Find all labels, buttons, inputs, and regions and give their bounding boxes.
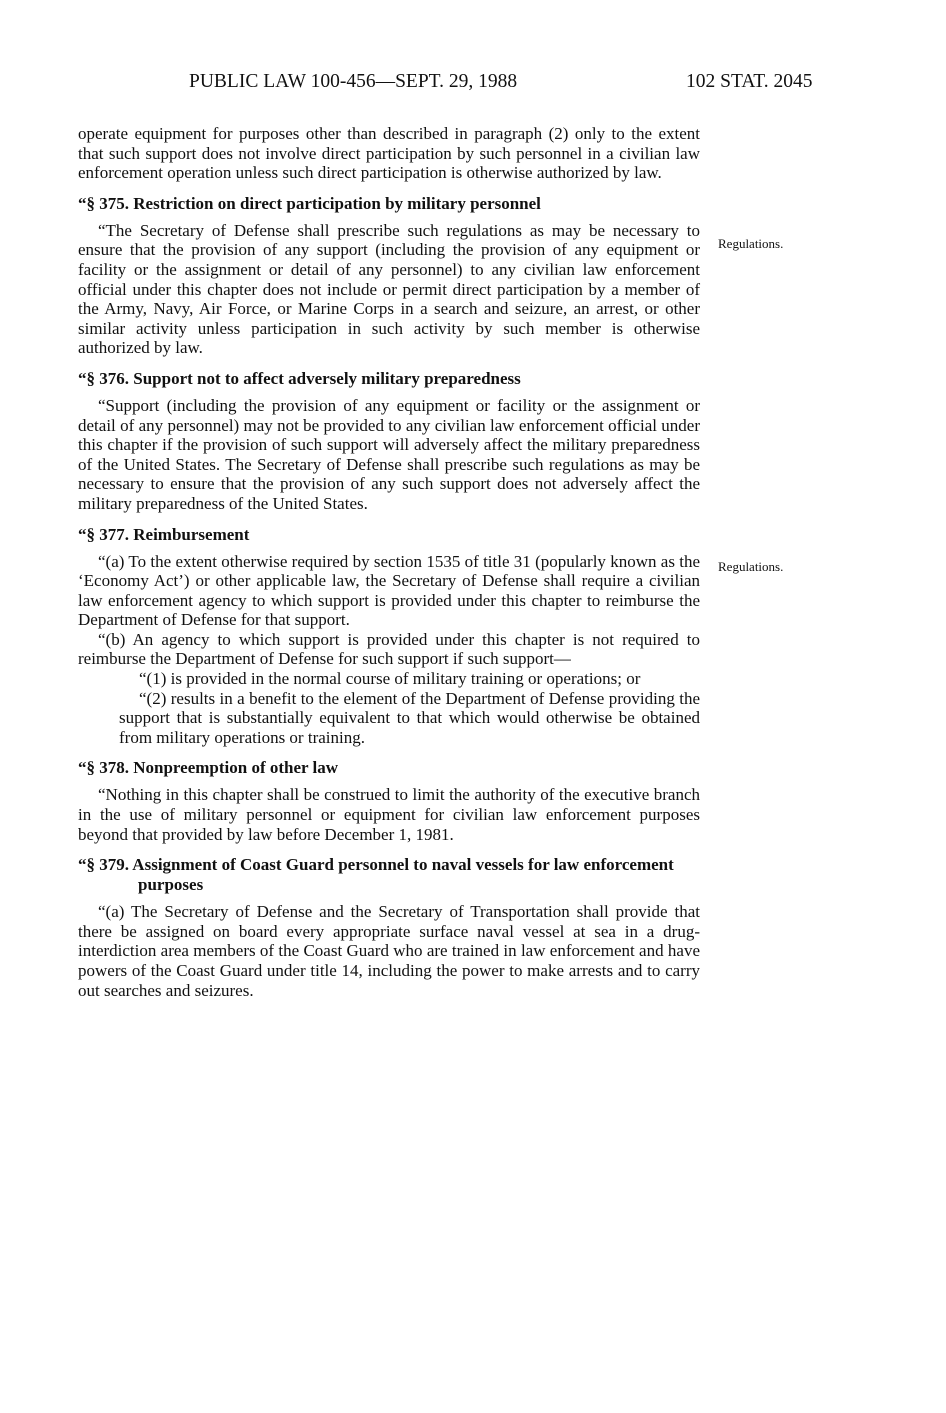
- section-376-heading: “§ 376. Support not to affect adversely military preparedness: [78, 368, 521, 388]
- section-378-heading: “§ 378. Nonpreemption of other law: [78, 758, 339, 778]
- section-377-paragraph-1: “(1) is provided in the normal course of military training or operations; or: [139, 669, 641, 689]
- section-376-text: “Support (including the provision of any equipment or facility or the assignment or detail of any personnel) may not be provided to any civilian law enforcement official under this chapter if the provision of such support will adversely affect the military preparedness of the United States. The Secretary of Defense shall prescribe such regulations as may be necessary to ensure that the provision of any such support does not adversely affect the military preparedness of the United States.: [78, 395, 700, 513]
- continued-paragraph: operate equipment for purposes other than described in paragraph (2) only to the extent that such support does not involve direct participation by such personnel in a civilian law enforcement operation unless such direct participation is otherwise authorized by law.: [78, 124, 700, 183]
- section-377-heading: “§ 377. Reimbursement: [78, 524, 250, 544]
- statute-page-number: 102 STAT. 2045: [686, 71, 813, 92]
- section-377-paragraph-2: “(2) results in a benefit to the element of the Department of Defense providing the support that is substantially equivalent to that which would otherwise be obtained from military operations or training.: [119, 688, 700, 747]
- law-title: PUBLIC LAW 100-456—SEPT. 29, 1988: [189, 71, 518, 92]
- margin-note-regulations: Regulations.: [718, 236, 784, 251]
- section-375-text: “The Secretary of Defense shall prescribe such regulations as may be necessary to ensure that the provision of any support (including the provision of any equipment or facility or the assignment or detail of any personnel) to any civilian law enforcement official under this chapter does not include or permit direct participation by a member of the Army, Navy, Air Force, or Marine Corps in a search and seizure, an arrest, or other similar activity unless participation in such activity by such member is otherwise authorized by law.: [78, 220, 700, 358]
- margin-note-regulations: Regulations.: [718, 559, 784, 574]
- page-header: [0, 70, 946, 94]
- section-378-text: “Nothing in this chapter shall be construed to limit the authority of the executive branch in the use of military personnel or equipment for civilian law enforcement purposes beyond that provided by law before December 1, 1981.: [78, 785, 700, 844]
- section-379-subsection-a: “(a) The Secretary of Defense and the Secretary of Transportation shall provide that there be assigned on board every appropriate surface naval vessel at sea in a drug-interdiction area members of the Coast Guard who are trained in law enforcement and have powers of the Coast Guard under title 14, including the power to make arrests and to carry out searches and seizures.: [78, 902, 700, 1000]
- section-379-heading: “§ 379. Assignment of Coast Guard personnel to naval vessels for law enforcement purposes: [78, 855, 674, 895]
- section-375-heading: “§ 375. Restriction on direct participation by military personnel: [78, 193, 541, 213]
- section-377-subsection-b: “(b) An agency to which support is provided under this chapter is not required to reimburse the Department of Defense for such support if such support—: [78, 629, 700, 669]
- main-text: [78, 124, 700, 1000]
- section-377-subsection-a: “(a) To the extent otherwise required by section 1535 of title 31 (popularly known as the ‘Economy Act’) or other applicable law, the Secretary of Defense shall require a civilian law enforcement agency to which support is provided under this chapter to reimburse the Department of Defense for that support.: [78, 551, 700, 630]
